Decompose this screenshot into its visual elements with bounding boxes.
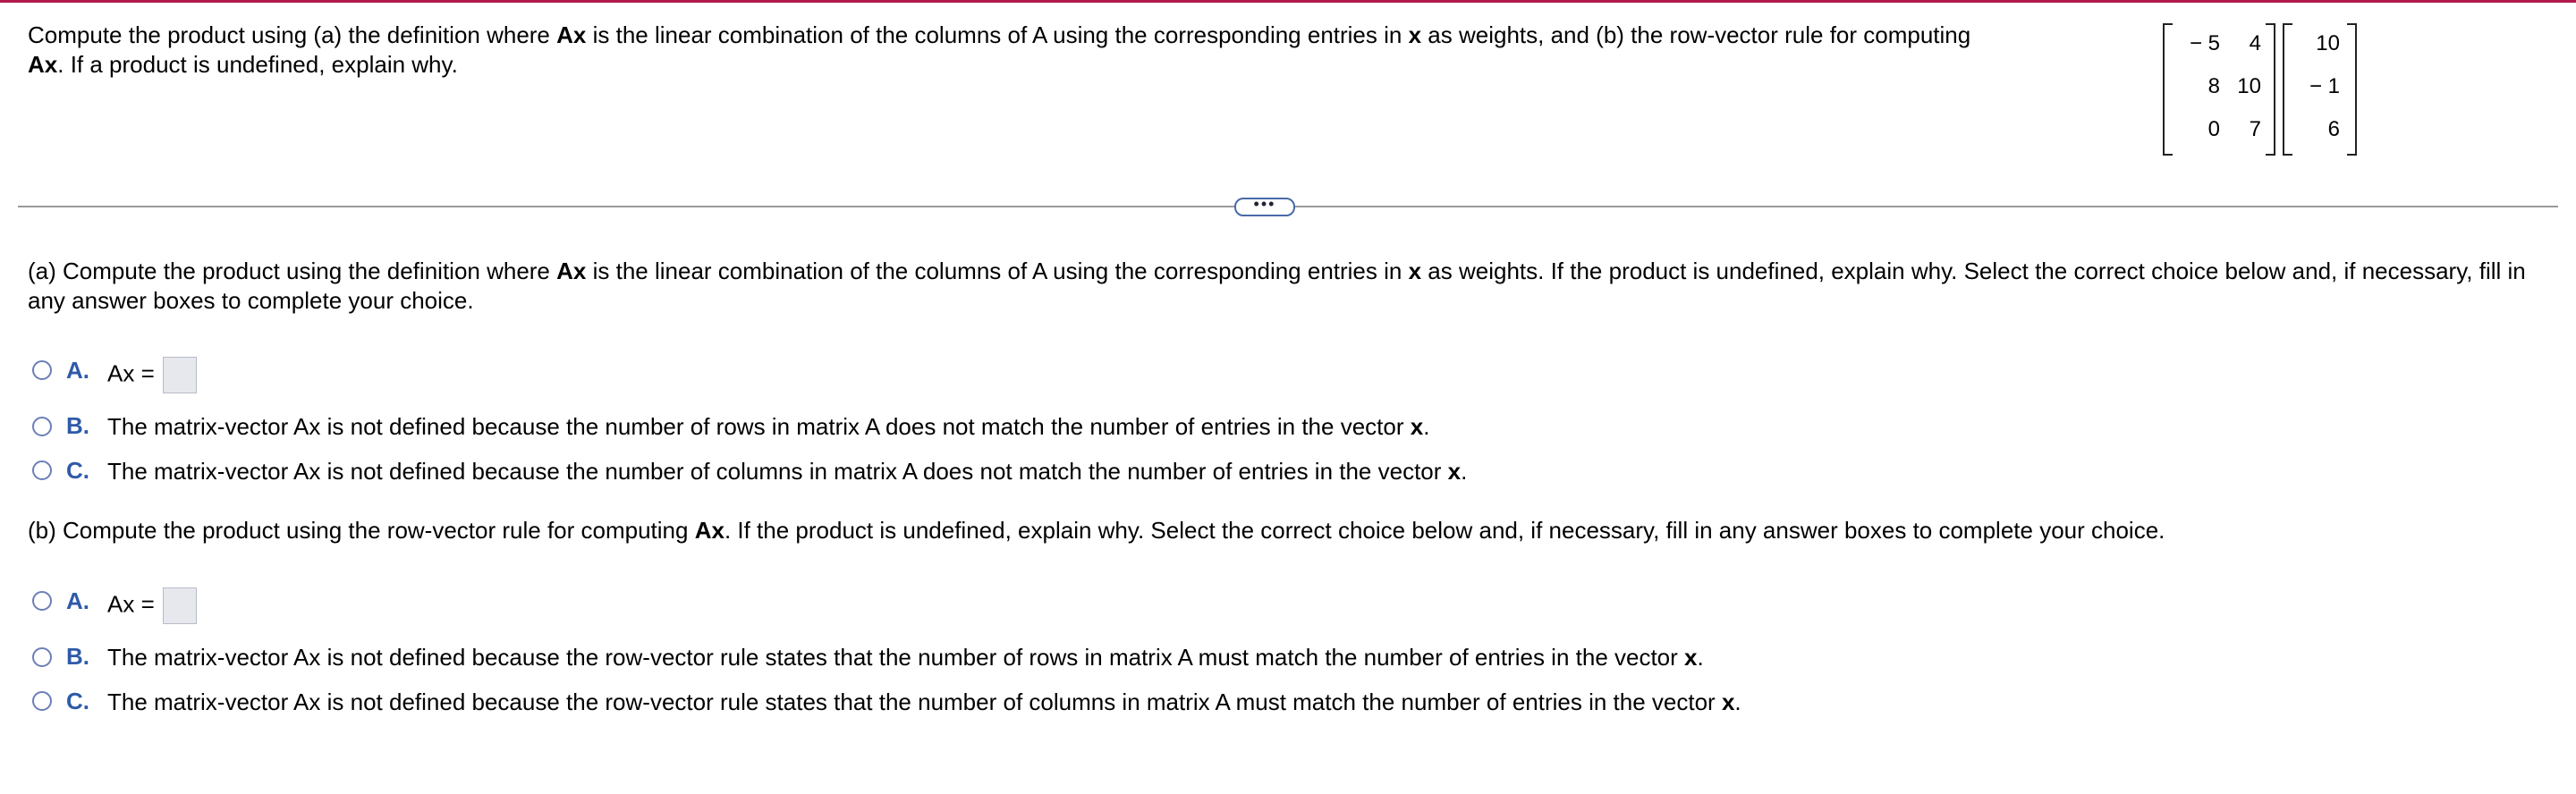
- expand-more-button[interactable]: •••: [1234, 198, 1295, 216]
- part-b-choice-c-letter: C.: [66, 688, 89, 714]
- part-b-choice-b-text: The matrix-vector Ax is not defined because the row-vector rule states that the number of rows in matrix A must match the number of entries in the vector x.: [107, 644, 1704, 671]
- part-a-choice-c-letter: C.: [66, 457, 89, 484]
- vector-x-cell: 6: [2327, 117, 2340, 141]
- matrix-a-cell: 7: [2249, 117, 2261, 141]
- matrix-a-cell: 8: [2207, 74, 2220, 98]
- part-a-choice-a: [107, 357, 197, 393]
- part-b-choice-a-letter: A.: [66, 587, 89, 614]
- vector-x: [2283, 23, 2359, 157]
- part-a-choice-a-label: Ax =: [107, 359, 155, 387]
- part-b-choice-a: [107, 587, 197, 624]
- part-b-choice-c-text: The matrix-vector Ax is not defined because the row-vector rule states that the number of columns in matrix A must match the number of entries in the vector x.: [107, 688, 1741, 715]
- part-b-choice-b-radio[interactable]: [32, 647, 52, 667]
- vector-x-cell: − 1: [2309, 74, 2340, 98]
- part-b-choice-b-letter: B.: [66, 643, 89, 670]
- part-b-choice-a-label: Ax =: [107, 590, 155, 618]
- part-a-choice-c-radio[interactable]: [32, 460, 52, 480]
- part-a-choice-a-radio[interactable]: [32, 360, 52, 380]
- part-a-prompt: (a) Compute the product using the definition where Ax is the linear combination of the columns of A using the corresponding entries in x as weights. If the product is undefined, explain why. Select the correct choice below and, if necessary, fill in any answer boxes to complete your choice.: [28, 258, 2526, 314]
- part-a-answer-box[interactable]: [163, 357, 197, 393]
- part-b-choice-a-radio[interactable]: [32, 591, 52, 611]
- part-a-choice-b-text: The matrix-vector Ax is not defined because the number of rows in matrix A does not match the number of entries in the vector x.: [107, 413, 1430, 440]
- part-a-choice-b-radio[interactable]: [32, 417, 52, 436]
- part-b-prompt: (b) Compute the product using the row-vector rule for computing Ax. If the product is undefined, explain why. Select the correct choice below and, if necessary, fill in any answer boxes to complete your choice.: [28, 517, 2165, 544]
- matrix-a: [2163, 23, 2277, 157]
- part-a-choice-c-text: The matrix-vector Ax is not defined because the number of columns in matrix A does not match the number of entries in the vector x.: [107, 458, 1468, 485]
- matrix-a-cell: 10: [2237, 74, 2261, 98]
- part-b-answer-box[interactable]: [163, 587, 197, 624]
- matrix-a-cell: 0: [2207, 117, 2220, 141]
- top-accent-line: [0, 0, 2576, 3]
- part-a-choice-a-letter: A.: [66, 357, 89, 384]
- matrix-a-cell: 4: [2249, 31, 2261, 55]
- problem-statement: Compute the product using (a) the definition where Ax is the linear combination of the columns of A using the corresponding entries in x as weights, and (b) the row-vector rule for computing Ax. If a product is undefined, explain why.: [28, 21, 1971, 78]
- part-a-choice-b-letter: B.: [66, 412, 89, 439]
- matrix-a-left-bracket: [2163, 23, 2173, 156]
- matrix-a-cell: − 5: [2189, 31, 2220, 55]
- vector-x-cell: 10: [2316, 31, 2340, 55]
- vector-x-right-bracket: [2347, 23, 2357, 156]
- matrix-a-right-bracket: [2266, 23, 2275, 156]
- vector-x-left-bracket: [2283, 23, 2292, 156]
- part-b-choice-c-radio[interactable]: [32, 691, 52, 711]
